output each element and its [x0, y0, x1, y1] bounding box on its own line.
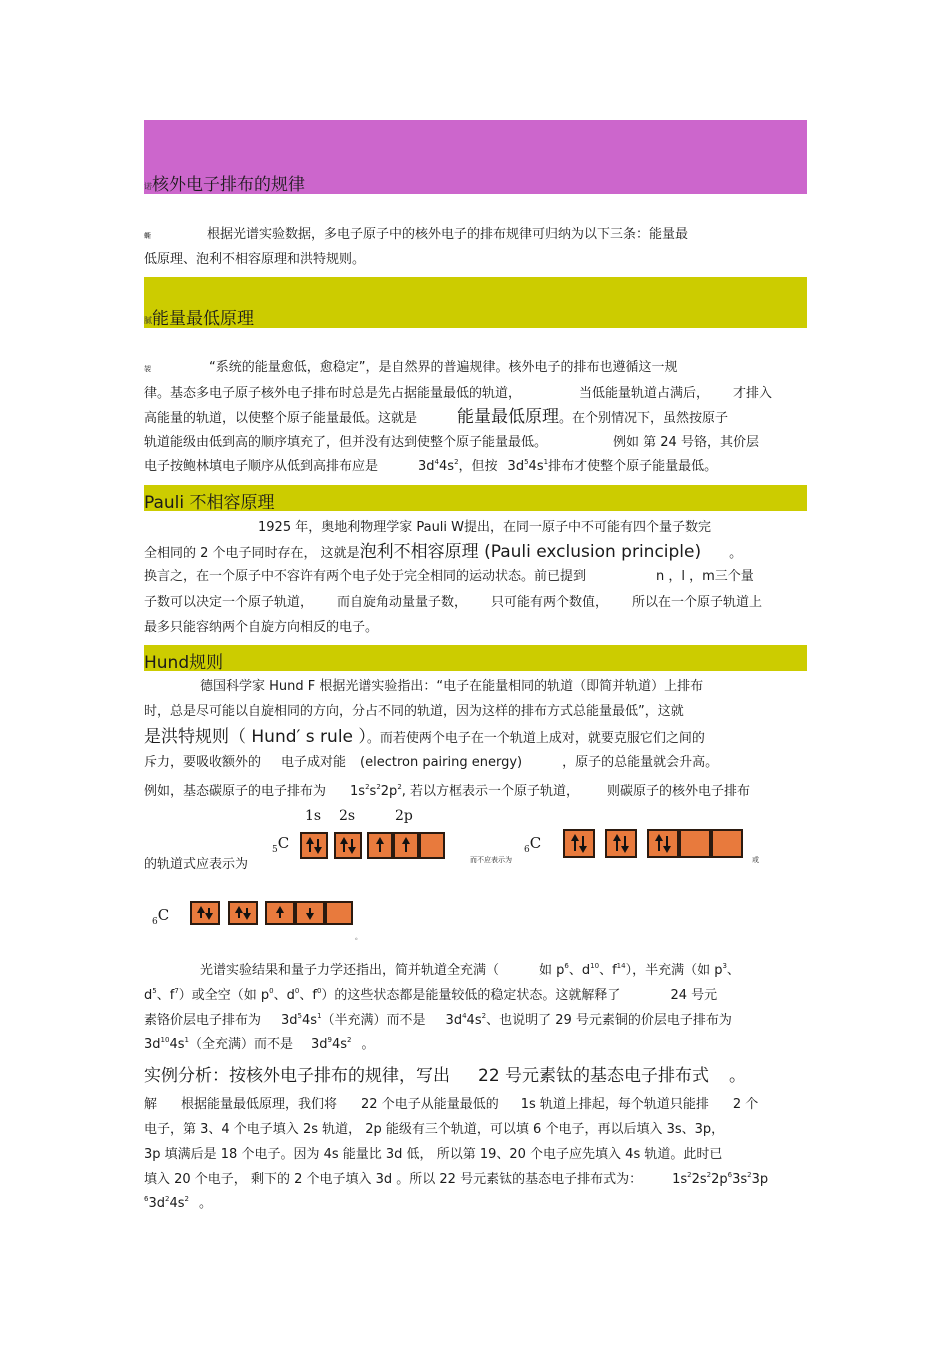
section3-band: [144, 645, 807, 671]
electron-arrows: [681, 831, 709, 856]
orbital-box: [419, 832, 445, 859]
p4-line-3: 素铬价层电子排布为 $3d^54s^1$（半充满）而不是 $3d^44s^2$、也说明了 29 号元素铜的价层电子排布为: [144, 1012, 732, 1028]
s1-line-5: 电子按鲍林填电子顺序从低到高排布应是 $3d^44s^2$，但按 $3d^54s^1$排布才使整个原子能量最低。: [144, 458, 718, 474]
not-shown-as-label: 而不应表示为: [470, 856, 512, 864]
p4-line-2: $d^5$、$f^7$）或全空（如 $p^0$、$d^0$、$f^0$）的这些状态都是能量较低的稳定状态。这就解释了 24 号元: [144, 987, 718, 1003]
carbon-symbol-b: $_6$C: [524, 834, 542, 855]
s3-line-5: 例如，基态碳原子的电子排布为 $1s^2s^22p^2$, 若以方框表示一个原子轨道， 则碳原子的核外电子排布: [144, 783, 751, 799]
orbital-box: [367, 832, 393, 859]
orbital-box: [325, 901, 353, 925]
orbital-box: [265, 901, 295, 925]
electron-arrows: [297, 903, 323, 923]
section2-title: Pauli 不相容原理: [144, 493, 275, 513]
section1-title: 膩能量最低原理: [144, 309, 254, 329]
orbital-box: [711, 829, 743, 858]
electron-arrows: [336, 834, 360, 857]
electron-arrows: [327, 903, 351, 923]
p4-line-1: 光谱实验结果和量子力学还指出，简并轨道全充满（ 如 $p^6$、$d^{10}$、$f^{14}$），半充满（如 $p^3$、: [200, 962, 740, 978]
orbital-label-1s: 1s: [305, 808, 322, 824]
ex-line-5: $^63d^24s^2$ 。: [144, 1195, 212, 1211]
orbital-box: [605, 829, 637, 858]
s3-line-4: 斥力，要吸收额外的 电子成对能 (electron pairing energy) ，原子的总能量就会升高。: [144, 755, 719, 770]
orbital-box: [190, 901, 220, 925]
s1-line-3: 高能量的轨道，以使整个原子能量最低。这就是 能量最低原理。在个别情况下，虽然按原子: [144, 407, 729, 427]
carbon-symbol-c: $_6$C: [152, 906, 170, 927]
s3-line-3: 是洪特规则（ Hund′ s rule ）。而若使两个电子在一个轨道上成对，就要克服它们之间的: [144, 727, 705, 747]
carbon-symbol-a: $_5$C: [272, 834, 290, 855]
orbital-box: [393, 832, 419, 859]
orbital-box: [563, 829, 595, 858]
ex-line-2: 电子，第 3、4 个电子填入 2s 轨道， 2p 能级有三个轨道，可以填 6 个电子，再以后填入 3s、3p，: [144, 1122, 725, 1137]
electron-arrows: [649, 831, 677, 856]
electron-arrows: [192, 903, 218, 923]
ex-line-3: 3p 填满后是 18 个电子。因为 4s 能量比 3d 低， 所以第 19、20 个电子应先填入 4s 轨道。此时已: [144, 1147, 723, 1162]
s2-line-4: 子数可以决定一个原子轨道， 而自旋角动量量子数， 只可能有两个数值， 所以在一个原子轨道上: [144, 595, 763, 610]
electron-arrows: [230, 903, 256, 923]
electron-arrows: [267, 903, 293, 923]
p4-line-4: $3d^{10}4s^1$（全充满）而不是 $3d^94s^2$ 。: [144, 1036, 375, 1052]
section3-title: Hund规则: [144, 653, 224, 673]
orbital-box: [300, 832, 328, 859]
s2-line-3: 换言之，在一个原子中不容许有两个电子处于完全相同的运动状态。前已提到 n ，l ，m三个量: [144, 569, 754, 584]
s1-line-2: 律。基态多电子原子核外电子排布时总是先占据能量最低的轨道， 当低能量轨道占满后， 才排入: [144, 386, 773, 401]
orbital-label-2s: 2s: [339, 808, 356, 824]
s2-line-2: 全相同的 2 个电子同时存在， 这就是泡利不相容原理 (Pauli exclusion principle) 。: [144, 542, 743, 562]
orbital-box: [647, 829, 679, 858]
electron-arrows: [565, 831, 593, 856]
electron-arrows: [421, 834, 443, 857]
electron-arrows: [395, 834, 417, 857]
s1-line-1: 袈 “系统的能量愈低，愈稳定”，是自然界的普遍规律。核外电子的排布也遵循这一规: [144, 360, 678, 375]
s3-line-1: 德国科学家 Hund F 根据光谱实验指出：“电子在能量相同的轨道（即简并轨道）上排布: [200, 679, 704, 694]
s3-line-6: 的轨道式应表示为: [144, 857, 249, 872]
s3-line-2: 时，总是尽可能以自旋相同的方向，分占不同的轨道，因为这样的排布方式总能量最低”，这就: [144, 704, 684, 719]
electron-arrows: [369, 834, 391, 857]
ex-line-4: 填入 20 个电子， 剩下的 2 个电子填入 3d 。所以 22 号元素钛的基态电子排布式为： $1s^22s^22p^63s^23p$: [144, 1171, 769, 1187]
orbital-box: [334, 832, 362, 859]
electron-arrows: [607, 831, 635, 856]
page-title: 诺核外电子排布的规律: [144, 175, 305, 195]
electron-arrows: [713, 831, 741, 856]
orbital-box: [295, 901, 325, 925]
diagram-period: 。: [355, 933, 362, 941]
electron-arrows: [302, 834, 326, 857]
or-label: 或: [752, 856, 759, 864]
orbital-box: [228, 901, 258, 925]
s2-line-1: 1925 年，奥地利物理学家 Pauli W提出，在同一原子中不可能有四个量子数完: [258, 520, 712, 535]
ex-line-1: 解 根据能量最低原理，我们将 22 个电子从能量最低的 1s 轨道上排起，每个轨道只能排 2 个: [144, 1097, 759, 1112]
orbital-label-2p: 2p: [395, 808, 413, 824]
s1-line-4: 轨道能级由低到高的顺序填充了，但并没有达到使整个原子能量最低。 例如 第 24 号铬，其价层: [144, 435, 759, 450]
intro-line-2: 低原理、泡利不相容原理和洪特规则。: [144, 252, 366, 267]
example-heading: 实例分析：按核外电子排布的规律，写出 22 号元素钛的基态电子排布式 。: [144, 1066, 747, 1086]
s2-line-5: 最多只能容纳两个自旋方向相反的电子。: [144, 620, 379, 635]
intro-line-1: 蟖 根据光谱实验数据，多电子原子中的核外电子的排布规律可归纳为以下三条：能量最: [144, 227, 689, 242]
orbital-box: [679, 829, 711, 858]
